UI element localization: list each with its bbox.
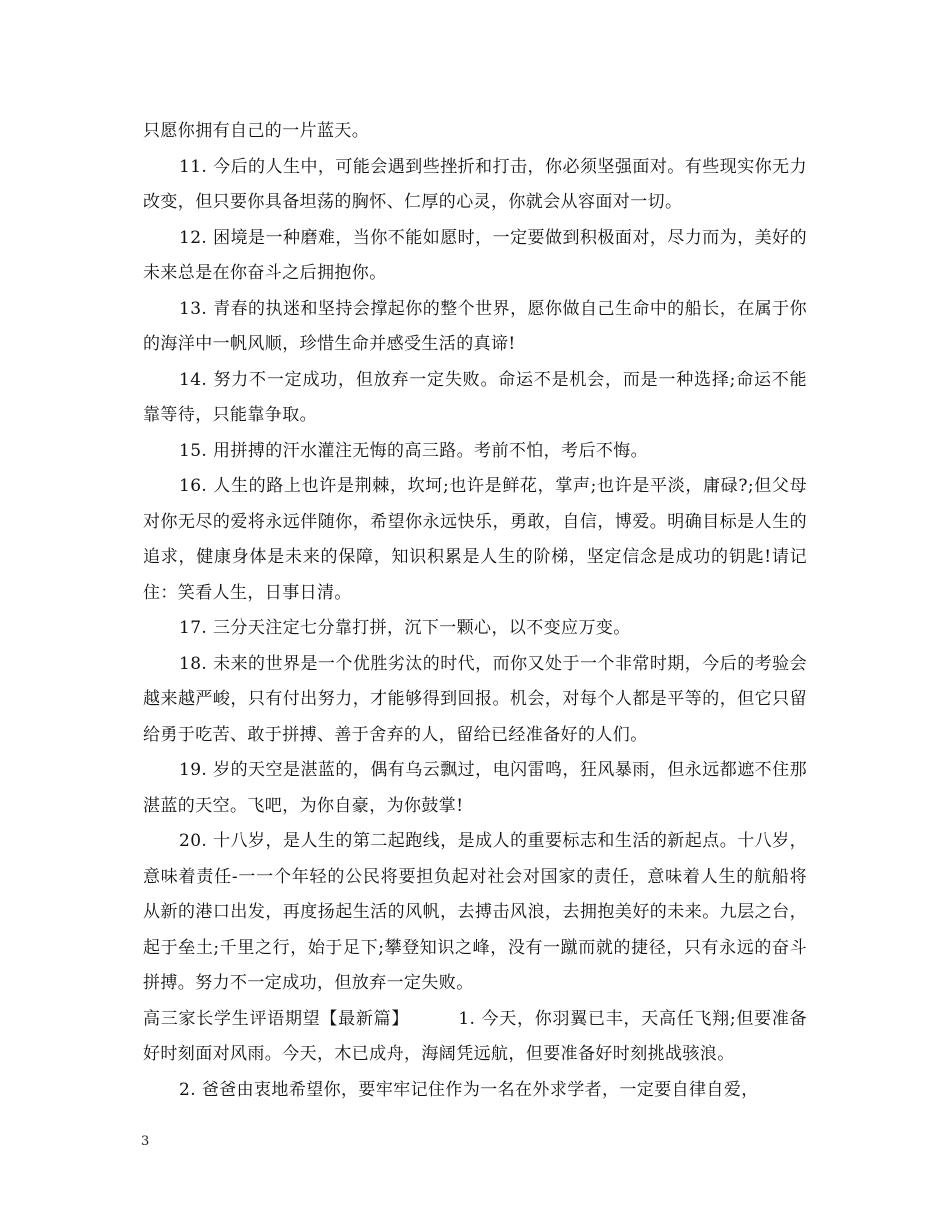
page-number: 3: [141, 1134, 150, 1149]
paragraph-item-13: 13. 青春的执迷和坚持会撑起你的整个世界，愿你做自己生命中的船长，在属于你的海洋中一帆风顺，珍惜生命并感受生活的真谛!: [143, 298, 807, 354]
paragraph-item-14: 14. 努力不一定成功，但放弃一定失败。命运不是机会，而是一种选择;命运不能靠等待，只能靠争取。: [143, 369, 807, 425]
paragraph-item-16: 16. 人生的路上也许是荆棘，坎坷;也许是鲜花，掌声;也许是平淡，庸碌?;但父母对你无尽的爱将永远伴随你，希望你永远快乐，勇敢，自信，博爱。明确目标是人生的追求，健康身体是未来的保障，知识积累是人生的阶梯，坚定信念是成功的钥匙!请记住：笑看人生，日事日清。: [143, 476, 807, 603]
paragraph-continuation: 只愿你拥有自己的一片蓝天。: [143, 121, 370, 141]
paragraph-item-12: 12. 困境是一种磨难，当你不能如愿时，一定要做到积极面对，尽力而为，美好的未来总是在你奋斗之后拥抱你。: [143, 227, 807, 283]
paragraph-item-11: 11. 今后的人生中，可能会遇到些挫折和打击，你必须坚强面对。有些现实你无力改变，但只要你具备坦荡的胸怀、仁厚的心灵，你就会从容面对一切。: [143, 156, 807, 212]
paragraph-item-19: 19. 岁的天空是湛蓝的，偶有乌云飘过，电闪雷鸣，狂风暴雨，但永远都遮不住那湛蓝的天空。飞吧，为你自豪，为你鼓掌!: [143, 760, 807, 816]
paragraph-item-20: 20. 十八岁，是人生的第二起跑线，是成人的重要标志和生活的新起点。十八岁，意味着责任-一一个年轻的公民将要担负起对社会对国家的责任，意味着人生的航船将从新的港口出发，再度扬起生活的风帆，去搏击风浪，去拥抱美好的未来。九层之台，起于垒土;千里之行，始于足下;攀登知识之峰，没有一蹴而就的捷径，只有永远的奋斗拼搏。努力不一定成功，但放弃一定失败。: [143, 831, 807, 993]
paragraph-item-17: 17. 三分天注定七分靠打拼，沉下一颗心，以不变应万变。: [179, 618, 631, 638]
document-body: [143, 114, 807, 1108]
section-first-paragraph: 1. 今天，你羽翼已丰，天高任飞翔;但要准备好时刻面对风雨。今天，木已成舟，海阔凭远航，但要准备好时刻挑战骇浪。: [143, 1008, 808, 1064]
paragraph-item-2: 2. 爸爸由衷地希望你，要牢牢记住作为一名在外求学者，一定要自律自爱，: [179, 1079, 759, 1100]
section-heading-paragraph: [143, 1002, 807, 1073]
paragraph-item-18: 18. 未来的世界是一个优胜劣汰的时代，而你又处于一个非常时期，今后的考验会越来越严峻，只有付出努力，才能够得到回报。机会，对每个人都是平等的，但它只留给勇于吃苦、敢于拼搏、善于舍弃的人，留给已经准备好的人们。: [143, 653, 807, 745]
heading-gap: [409, 1009, 458, 1029]
section-heading: 高三家长学生评语期望【最新篇】: [143, 1008, 410, 1029]
paragraph-item-15: 15. 用拼搏的汗水灌注无悔的高三路。考前不怕，考后不悔。: [179, 440, 649, 461]
